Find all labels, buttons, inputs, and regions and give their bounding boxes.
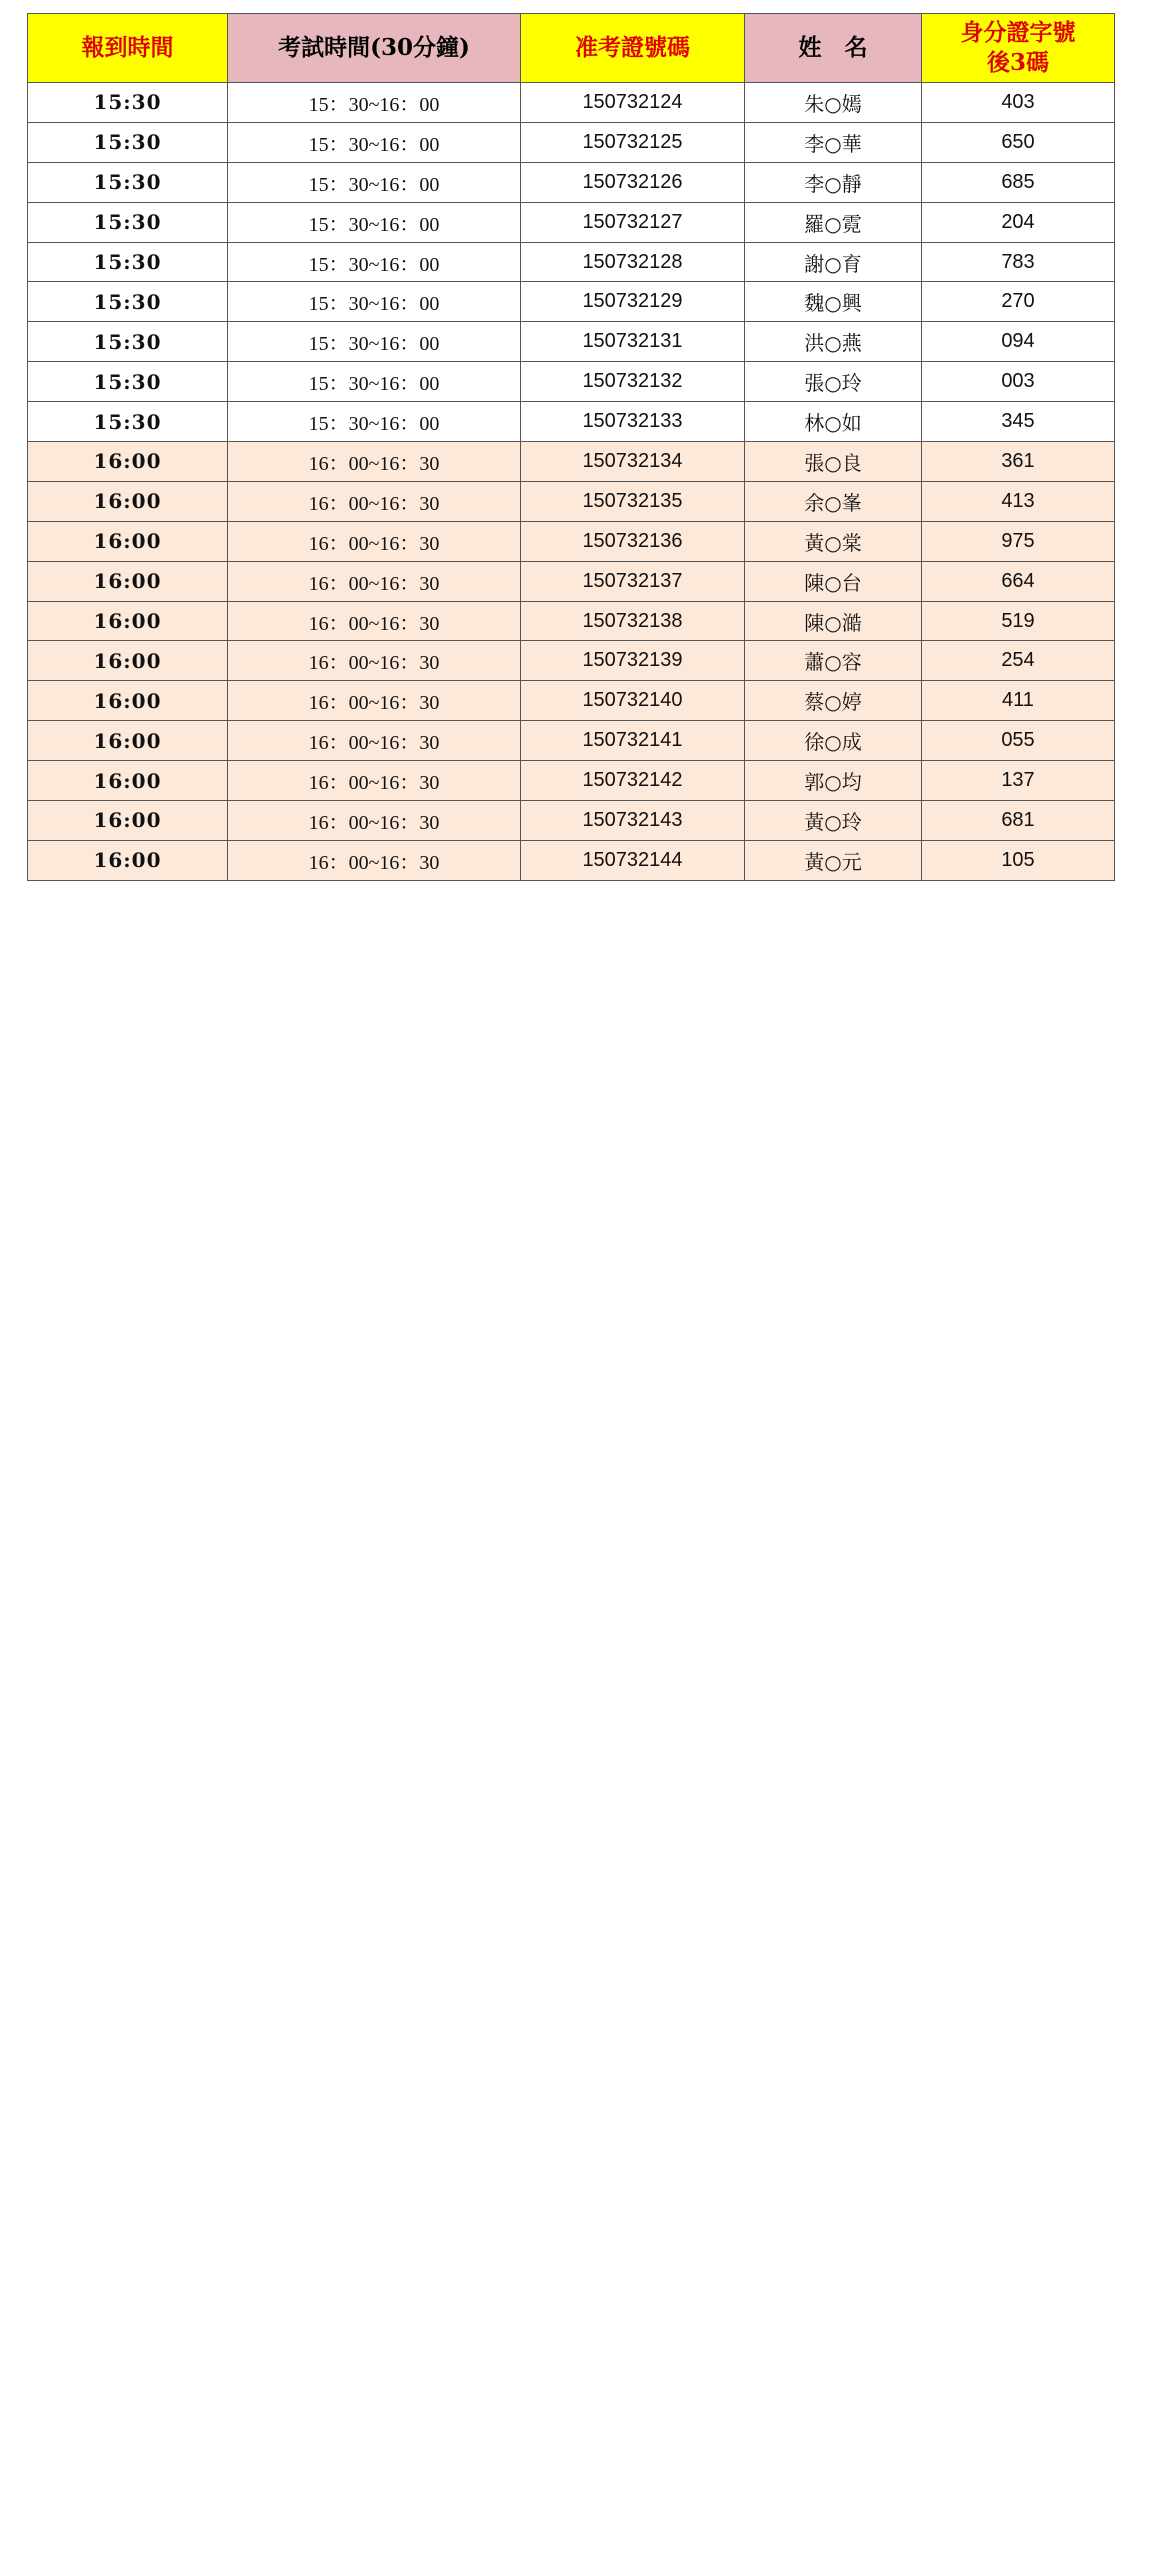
table-row [28, 601, 1115, 641]
ticket-number-cell: 150732133 [521, 402, 745, 442]
exam-schedule-sheet [27, 13, 1115, 881]
table-row [28, 481, 1115, 521]
table-row [28, 442, 1115, 482]
exam-time-cell: 16：00~16：30 [228, 601, 521, 641]
ticket-number-cell: 150732124 [521, 83, 745, 123]
report-time-cell: 15:30 [28, 83, 228, 123]
name-cell: 朱○嫣 [745, 83, 922, 123]
table-row [28, 801, 1115, 841]
id-last3-cell: 975 [922, 521, 1115, 561]
table-row [28, 761, 1115, 801]
exam-time-cell: 16：00~16：30 [228, 481, 521, 521]
ticket-number-cell: 150732128 [521, 242, 745, 282]
report-time-cell: 15:30 [28, 122, 228, 162]
header-id-last3 [922, 14, 1115, 83]
name-cell: 謝○育 [745, 242, 922, 282]
table-row [28, 402, 1115, 442]
id-last3-cell: 783 [922, 242, 1115, 282]
table-row [28, 242, 1115, 282]
exam-time-cell: 16：00~16：30 [228, 681, 521, 721]
exam-time-cell: 15：30~16：00 [228, 83, 521, 123]
ticket-number-cell: 150732138 [521, 601, 745, 641]
exam-time-cell: 16：00~16：30 [228, 721, 521, 761]
name-cell: 黃○棠 [745, 521, 922, 561]
id-last3-cell: 650 [922, 122, 1115, 162]
header-name: 姓 名 [745, 14, 922, 83]
id-last3-cell: 105 [922, 840, 1115, 880]
name-cell: 蕭○容 [745, 641, 922, 681]
report-time-cell: 16:00 [28, 561, 228, 601]
exam-time-cell: 15：30~16：00 [228, 282, 521, 322]
exam-schedule-table [27, 13, 1115, 881]
report-time-cell: 16:00 [28, 481, 228, 521]
report-time-cell: 15:30 [28, 322, 228, 362]
report-time-cell: 16:00 [28, 442, 228, 482]
exam-time-cell: 16：00~16：30 [228, 442, 521, 482]
id-last3-cell: 055 [922, 721, 1115, 761]
table-row [28, 840, 1115, 880]
ticket-number-cell: 150732135 [521, 481, 745, 521]
ticket-number-cell: 150732140 [521, 681, 745, 721]
name-cell: 蔡○婷 [745, 681, 922, 721]
header-ticket-number: 准考證號碼 [521, 14, 745, 83]
table-row [28, 362, 1115, 402]
report-time-cell: 16:00 [28, 681, 228, 721]
id-last3-cell: 361 [922, 442, 1115, 482]
id-last3-cell: 519 [922, 601, 1115, 641]
ticket-number-cell: 150732139 [521, 641, 745, 681]
table-row [28, 641, 1115, 681]
name-cell: 陳○台 [745, 561, 922, 601]
ticket-number-cell: 150732137 [521, 561, 745, 601]
report-time-cell: 15:30 [28, 362, 228, 402]
ticket-number-cell: 150732132 [521, 362, 745, 402]
table-row [28, 122, 1115, 162]
exam-time-cell: 16：00~16：30 [228, 761, 521, 801]
name-cell: 林○如 [745, 402, 922, 442]
id-last3-cell: 137 [922, 761, 1115, 801]
report-time-cell: 16:00 [28, 840, 228, 880]
name-cell: 李○華 [745, 122, 922, 162]
table-row [28, 561, 1115, 601]
id-last3-cell: 664 [922, 561, 1115, 601]
exam-time-cell: 15：30~16：00 [228, 322, 521, 362]
table-row [28, 83, 1115, 123]
table-row [28, 521, 1115, 561]
name-cell: 羅○霓 [745, 202, 922, 242]
table-header-row [28, 14, 1115, 83]
report-time-cell: 16:00 [28, 721, 228, 761]
id-last3-cell: 403 [922, 83, 1115, 123]
report-time-cell: 15:30 [28, 282, 228, 322]
name-cell: 陳○澔 [745, 601, 922, 641]
report-time-cell: 15:30 [28, 202, 228, 242]
header-report-time: 報到時間 [28, 14, 228, 83]
id-last3-cell: 003 [922, 362, 1115, 402]
table-row [28, 721, 1115, 761]
report-time-cell: 16:00 [28, 801, 228, 841]
table-row [28, 162, 1115, 202]
name-cell: 黃○玲 [745, 801, 922, 841]
exam-time-cell: 15：30~16：00 [228, 362, 521, 402]
id-last3-cell: 681 [922, 801, 1115, 841]
table-row [28, 322, 1115, 362]
name-cell: 魏○興 [745, 282, 922, 322]
exam-time-cell: 15：30~16：00 [228, 122, 521, 162]
exam-time-cell: 15：30~16：00 [228, 242, 521, 282]
ticket-number-cell: 150732126 [521, 162, 745, 202]
name-cell: 郭○均 [745, 761, 922, 801]
name-cell: 張○玲 [745, 362, 922, 402]
id-last3-cell: 204 [922, 202, 1115, 242]
table-row [28, 202, 1115, 242]
exam-time-cell: 15：30~16：00 [228, 202, 521, 242]
table-body [28, 83, 1115, 881]
ticket-number-cell: 150732134 [521, 442, 745, 482]
report-time-cell: 16:00 [28, 641, 228, 681]
name-cell: 洪○燕 [745, 322, 922, 362]
exam-time-cell: 16：00~16：30 [228, 840, 521, 880]
name-cell: 黃○元 [745, 840, 922, 880]
ticket-number-cell: 150732125 [521, 122, 745, 162]
ticket-number-cell: 150732144 [521, 840, 745, 880]
ticket-number-cell: 150732129 [521, 282, 745, 322]
ticket-number-cell: 150732131 [521, 322, 745, 362]
id-last3-cell: 685 [922, 162, 1115, 202]
table-row [28, 681, 1115, 721]
id-last3-cell: 270 [922, 282, 1115, 322]
exam-time-cell: 16：00~16：30 [228, 561, 521, 601]
report-time-cell: 16:00 [28, 761, 228, 801]
exam-time-cell: 16：00~16：30 [228, 521, 521, 561]
table-row [28, 282, 1115, 322]
report-time-cell: 16:00 [28, 601, 228, 641]
exam-time-cell: 16：00~16：30 [228, 641, 521, 681]
id-last3-cell: 094 [922, 322, 1115, 362]
name-cell: 李○靜 [745, 162, 922, 202]
ticket-number-cell: 150732143 [521, 801, 745, 841]
ticket-number-cell: 150732136 [521, 521, 745, 561]
report-time-cell: 15:30 [28, 402, 228, 442]
id-last3-cell: 411 [922, 681, 1115, 721]
report-time-cell: 15:30 [28, 162, 228, 202]
exam-time-cell: 16：00~16：30 [228, 801, 521, 841]
name-cell: 余○峯 [745, 481, 922, 521]
report-time-cell: 16:00 [28, 521, 228, 561]
header-id-last3-line1: 身分證字號 [960, 19, 1076, 46]
ticket-number-cell: 150732127 [521, 202, 745, 242]
ticket-number-cell: 150732142 [521, 761, 745, 801]
name-cell: 徐○成 [745, 721, 922, 761]
id-last3-cell: 345 [922, 402, 1115, 442]
header-id-last3-line2: 後3碼 [986, 49, 1049, 76]
ticket-number-cell: 150732141 [521, 721, 745, 761]
name-cell: 張○良 [745, 442, 922, 482]
report-time-cell: 15:30 [28, 242, 228, 282]
exam-time-cell: 15：30~16：00 [228, 162, 521, 202]
header-exam-time: 考試時間(30分鐘) [228, 14, 521, 83]
id-last3-cell: 413 [922, 481, 1115, 521]
id-last3-cell: 254 [922, 641, 1115, 681]
exam-time-cell: 15：30~16：00 [228, 402, 521, 442]
